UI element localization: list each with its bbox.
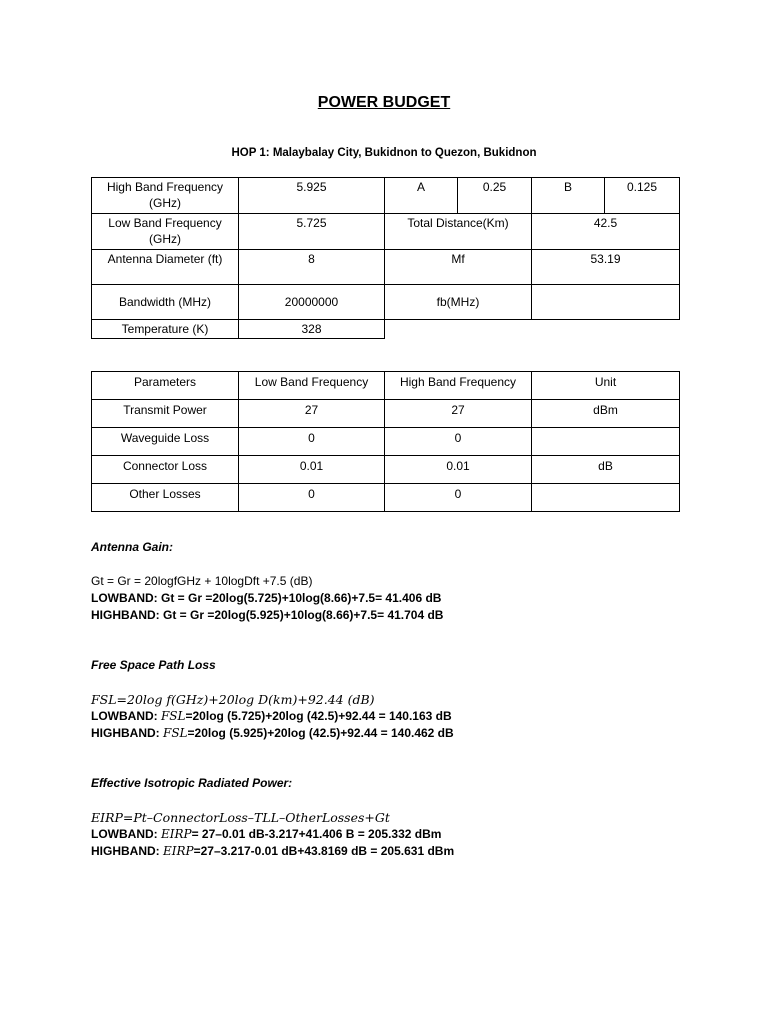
fspl-section <box>91 657 454 742</box>
table-cell: High Band Frequency (GHz) <box>92 178 239 214</box>
table-cell: 5.725 <box>239 214 385 250</box>
line-rest: =20log (5.725)+20log (42.5)+92.44 = 140.163 dB <box>185 709 452 723</box>
table-cell: Transmit Power <box>92 400 239 428</box>
table-row <box>92 484 680 512</box>
table-header-row <box>92 372 680 400</box>
table-cell: dBm <box>532 400 680 428</box>
table-cell: Connector Loss <box>92 456 239 484</box>
table-row <box>92 214 680 250</box>
table-header: High Band Frequency <box>385 372 532 400</box>
line-rest: = 27–0.01 dB-3.217+41.406 B = 205.332 dBm <box>191 827 442 841</box>
table-row <box>92 428 680 456</box>
line-prefix: LOWBAND: <box>91 827 161 841</box>
table-header: Unit <box>532 372 680 400</box>
table-cell: A <box>385 178 458 214</box>
math-symbol: FSL <box>160 709 186 723</box>
parameters-table <box>91 177 680 339</box>
table-cell: 20000000 <box>239 285 385 320</box>
antenna-gain-highband: HIGHBAND: Gt = Gr =20log(5.925)+10log(8.66)+7.5= 41.704 dB <box>91 608 444 622</box>
eirp-lowband <box>91 826 454 843</box>
fspl-formula: FSL=20log f(GHz)+20log D(km)+92.44 (dB) <box>91 692 375 707</box>
table-row <box>92 285 680 320</box>
table-cell: Bandwidth (MHz) <box>92 285 239 320</box>
math-symbol: EIRP <box>160 827 192 841</box>
table-cell: Mf <box>385 250 532 285</box>
table-cell: 27 <box>239 400 385 428</box>
table-row <box>92 250 680 285</box>
table-row <box>92 400 680 428</box>
table-cell: Total Distance(Km) <box>385 214 532 250</box>
table-cell: 53.19 <box>532 250 680 285</box>
losses-table <box>91 371 680 512</box>
line-prefix: HIGHBAND: <box>91 844 163 858</box>
table-cell: 328 <box>239 320 385 339</box>
table-cell: 5.925 <box>239 178 385 214</box>
table-cell: 0.01 <box>385 456 532 484</box>
table-row <box>92 178 680 214</box>
fspl-highband <box>91 725 454 742</box>
table-row <box>92 456 680 484</box>
table-cell: 0.125 <box>605 178 680 214</box>
table-cell: 27 <box>385 400 532 428</box>
table-cell <box>532 428 680 456</box>
table-cell: Other Losses <box>92 484 239 512</box>
page-title: POWER BUDGET <box>317 94 451 111</box>
table-cell-empty <box>385 320 680 339</box>
table-cell: Antenna Diameter (ft) <box>92 250 239 285</box>
table-cell: Waveguide Loss <box>92 428 239 456</box>
table-cell: 0 <box>239 484 385 512</box>
table-cell: 0 <box>385 428 532 456</box>
table-cell: 0 <box>239 428 385 456</box>
table-cell: fb(MHz) <box>385 285 532 320</box>
table-cell: Temperature (K) <box>92 320 239 339</box>
eirp-formula: EIRP=Pt–ConnectorLoss–TLL–OtherLosses+Gt <box>91 810 390 825</box>
table-cell: 0.01 <box>239 456 385 484</box>
table-cell: 42.5 <box>532 214 680 250</box>
section-heading: Effective Isotropic Radiated Power: <box>91 776 293 790</box>
table-header: Parameters <box>92 372 239 400</box>
eirp-highband <box>91 843 454 860</box>
section-heading: Free Space Path Loss <box>91 658 216 672</box>
table-cell: 0 <box>385 484 532 512</box>
antenna-gain-formula: Gt = Gr = 20logfGHz + 10logDft +7.5 (dB) <box>91 574 313 588</box>
fspl-lowband <box>91 708 454 725</box>
table-cell <box>532 484 680 512</box>
table-cell: 0.25 <box>458 178 532 214</box>
table-cell: 8 <box>239 250 385 285</box>
table-row <box>92 320 680 339</box>
table-cell: Low Band Frequency (GHz) <box>92 214 239 250</box>
table-cell: dB <box>532 456 680 484</box>
hop-title: HOP 1: Malaybalay City, Bukidnon to Quezon, Bukidnon <box>231 147 537 159</box>
math-symbol: EIRP <box>163 844 194 858</box>
line-prefix: LOWBAND: <box>91 709 161 723</box>
table-cell: B <box>532 178 605 214</box>
antenna-gain-section <box>91 539 443 624</box>
eirp-section <box>91 775 454 860</box>
table-cell <box>532 285 680 320</box>
table-header: Low Band Frequency <box>239 372 385 400</box>
line-rest: =20log (5.925)+20log (42.5)+92.44 = 140.462 dB <box>187 726 454 740</box>
antenna-gain-lowband: LOWBAND: Gt = Gr =20log(5.725)+10log(8.66)+7.5= 41.406 dB <box>91 591 442 605</box>
math-symbol: FSL <box>163 726 188 740</box>
section-heading: Antenna Gain: <box>91 540 174 554</box>
line-rest: =27–3.217-0.01 dB+43.8169 dB = 205.631 dBm <box>193 844 455 858</box>
line-prefix: HIGHBAND: <box>91 726 163 740</box>
